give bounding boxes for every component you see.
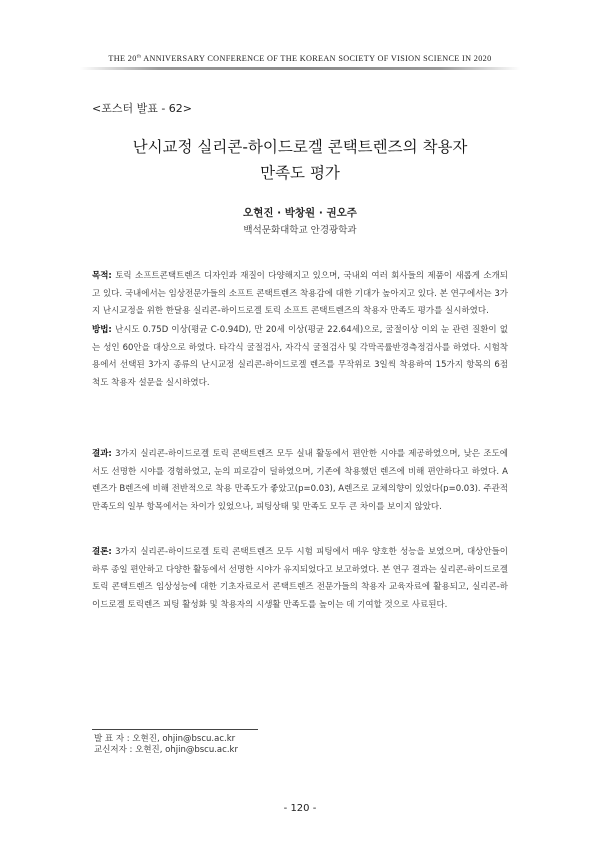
footnote-corresponding-author: 교신저자 : 오현진, ohjin@bscu.ac.kr xyxy=(94,745,238,755)
conference-superscript: th xyxy=(136,54,142,60)
session-label: <포스터 발표 - 62> xyxy=(92,102,193,115)
section-purpose xyxy=(92,268,508,321)
conference-prefix: THE 20 xyxy=(108,54,137,63)
section-purpose-text: 토릭 소프트콘택트렌즈 디자인과 재질이 다양해지고 있으며, 국내외 여러 회사들의 제품이 새롭게 소개되고 있다. 국내에서는 임상전문가들의 소프트 콘택트렌즈 착용감에 대한 기대가 높아지고 있다. 본 연구에서는 3가지 난시교정을 위한 한달용 실리콘-하이드로겔 토릭 소프트 콘택트렌즈의 착용자 만족도 평가를 실시하였다. xyxy=(92,271,508,316)
section-conclusion xyxy=(92,544,508,614)
section-methods-label: 방법: xyxy=(92,325,112,335)
authors: 오현진 · 박창원 · 권오주 xyxy=(243,207,357,219)
section-purpose-label: 목적: xyxy=(92,271,112,281)
paper-title-line1: 난시교정 실리콘-하이드로겔 콘택트렌즈의 착용자 xyxy=(132,138,468,156)
affiliation: 백석문화대학교 안경광학과 xyxy=(243,225,357,236)
running-header xyxy=(0,54,600,63)
section-conclusion-label: 결론: xyxy=(92,547,112,557)
paper-title xyxy=(60,134,540,186)
section-results-label: 결과: xyxy=(92,449,112,459)
paper-title-line2: 만족도 평가 xyxy=(260,164,340,182)
section-methods-text: 난시도 0.75D 이상(평균 C-0.94D), 만 20세 이상(평균 22.64세)으로, 굴절이상 이외 눈 관련 질환이 없는 성인 60안을 대상으로 하였다. 타각식 굴절검사, 자각식 굴절검사 및 각막곡률반경측정검사를 하였다. 시험착용에서 선택된 3가지 종류의 난시교정 실리콘-하이드로겔 렌즈를 무작위로 3일씩 착용하여 15가지 항목의 6점 척도 착용자 설문을 실시하였다. xyxy=(92,325,508,388)
conference-suffix: ANNIVERSARY CONFERENCE OF THE KOREAN SOCIETY OF VISION SCIENCE IN 2020 xyxy=(141,54,492,63)
section-conclusion-text: 3가지 실리콘-하이드로겔 토릭 콘택트렌즈 모두 시험 피팅에서 매우 양호한 성능을 보였으며, 대상안들이 하루 종일 편안하고 다양한 활동에서 선명한 시야가 유지되었다고 보고하였다. 본 연구 결과는 실리콘-하이드로겔 토릭 콘택트렌즈 임상성능에 대한 기초자료로서 콘택트렌즈 전문가들의 착용자 교육자료에 활용되고, 실리콘-하이드로겔 토릭렌즈 피팅 활성화 및 착용자의 시생활 만족도를 높이는 데 기여할 것으로 사료된다. xyxy=(92,547,508,610)
section-results xyxy=(92,446,508,516)
footnote-divider xyxy=(92,729,258,730)
section-results-text: 3가지 실리콘-하이드로겔 토릭 콘택트렌즈 모두 실내 활동에서 편안한 시야를 제공하였으며, 낮은 조도에서도 선명한 시야를 경험하였고, 눈의 피로감이 덜하였으며, 기존에 착용했던 렌즈에 비해 편안하다고 하였다. A렌즈가 B렌즈에 비해 전반적으로 착용 만족도가 좋았고(p=0.03), A렌즈로 교체의향이 있었다(p=0.03). 주관적 만족도의 일부 항목에서는 차이가 있었으나, 피팅상태 및 만족도 모두 큰 차이를 보이지 않았다. xyxy=(92,449,508,512)
footnote-presenter: 발 표 자 : 오현진, ohjin@bscu.ac.kr xyxy=(94,734,236,744)
section-methods xyxy=(92,322,508,392)
header-divider xyxy=(80,67,520,70)
page-number: - 120 - xyxy=(283,803,317,814)
